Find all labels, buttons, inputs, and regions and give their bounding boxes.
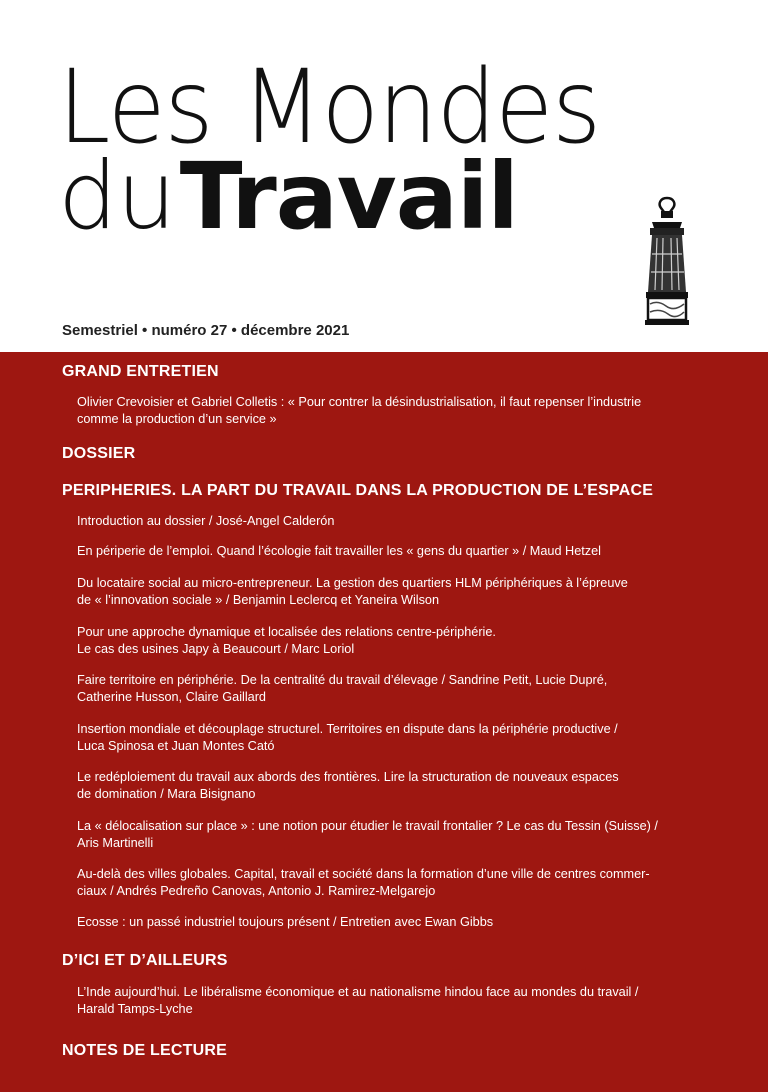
- journal-title-line1: Les Mondes: [58, 49, 601, 168]
- journal-title-du: du: [58, 142, 176, 251]
- toc-entry: Pour une approche dynamique et localisée des relations centre-périphérie. Le cas des usines Japy à Beaucourt / Marc Loriol: [77, 625, 496, 656]
- section-heading-ici-ailleurs: D’ICI ET D’AILLEURS: [62, 952, 228, 969]
- toc-entry: La « délocalisation sur place » : une notion pour étudier le travail frontalier ? Le cas du Tessin (Suisse) / Aris Martinelli: [77, 819, 658, 850]
- toc-entry: Insertion mondiale et découplage structurel. Territoires en dispute dans la périphérie productive / Luca Spinosa et Juan Montes Cató: [77, 722, 618, 753]
- toc-entry: Introduction au dossier / José-Angel Calderón: [77, 514, 335, 528]
- section-heading-dossier: DOSSIER: [62, 445, 136, 462]
- dossier-title: PERIPHERIES. LA PART DU TRAVAIL DANS LA PRODUCTION DE L’ESPACE: [62, 482, 654, 499]
- toc-entry: L’Inde aujourd’hui. Le libéralisme économique et au nationalisme hindou face au mondes du travail / Harald Tamps-Lyche: [77, 985, 639, 1016]
- toc-entry: Au-delà des villes globales. Capital, travail et société dans la formation d’une ville de centres commer- ciaux / Andrés Pedreño Canovas, Antonio J. Ramirez-Melgarejo: [77, 867, 650, 898]
- miner-lamp-icon: [630, 194, 704, 330]
- journal-title-line2: [58, 142, 518, 251]
- section-heading-grand-entretien: GRAND ENTRETIEN: [62, 363, 219, 380]
- toc-entry: En périperie de l’emploi. Quand l’écologie fait travailler les « gens du quartier » / Maud Hetzel: [77, 544, 601, 558]
- toc-entry: Olivier Crevoisier et Gabriel Colletis : « Pour contrer la désindustrialisation, il faut repenser l’industrie comme la production d’un service »: [77, 395, 642, 426]
- contents-panel: [0, 352, 768, 1092]
- toc-entry: Du locataire social au micro-entrepreneur. La gestion des quartiers HLM périphériques à l’épreuve de « l’innovation sociale » / Benjamin Leclercq et Yaneira Wilson: [77, 576, 628, 607]
- journal-title-travail: Travail: [179, 143, 518, 250]
- section-heading-notes: NOTES DE LECTURE: [62, 1042, 227, 1059]
- toc-entry: Le redéploiement du travail aux abords des frontières. Lire la structuration de nouveaux espaces de domination / Mara Bisignano: [77, 770, 619, 801]
- issue-info: Semestriel • numéro 27 • décembre 2021: [62, 322, 350, 339]
- toc-entry: Ecosse : un passé industriel toujours présent / Entretien avec Ewan Gibbs: [77, 915, 494, 929]
- cover-header: [0, 0, 768, 352]
- toc-entry: Faire territoire en périphérie. De la centralité du travail d’élevage / Sandrine Petit, Lucie Dupré, Catherine Husson, Claire Gaillard: [77, 673, 608, 704]
